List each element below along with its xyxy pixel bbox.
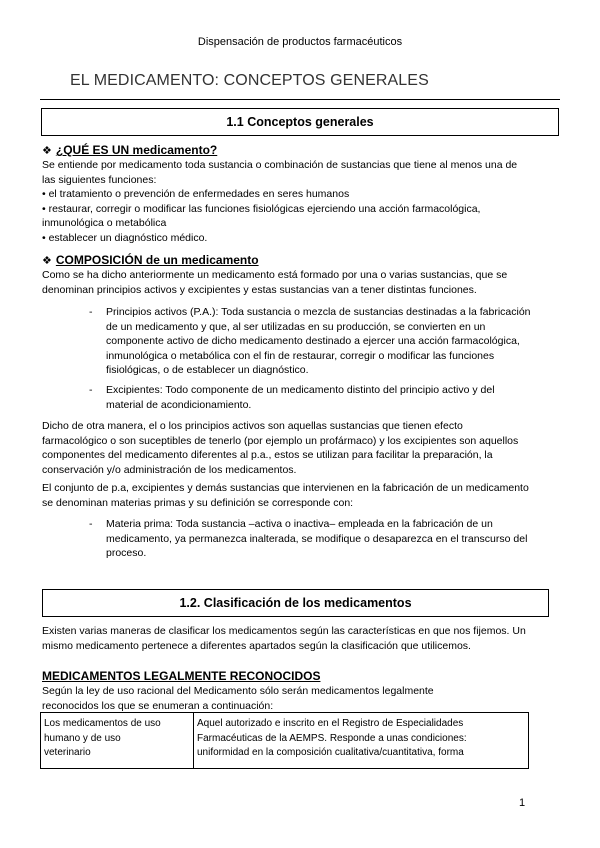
section-2-intro [42,624,526,653]
q1-bullet: • el tratamiento o prevención de enfermedades en seres humanos [42,188,350,200]
q2-intro-line: denominan principios activos y excipientes y estas sustancias van a tener distintas funciones. [42,283,477,296]
paragraph-line: farmacológico o son suceptibles de tenerlo (por ejemplo un profármaco) y los excipientes son aquellos [42,434,519,447]
q1-bullet: inmunológica o metabólica [42,217,167,229]
cell-line: humano y de uso [44,732,121,744]
section-2-heading: 1.2. Clasificación de los medicamentos [42,589,549,617]
legal-intro [42,684,434,713]
cell-line: veterinario [44,747,91,758]
diamond-bullet-icon: ❖ [42,145,52,157]
cell-line: Farmacéuticas de la AEMPS. Responde a unas condiciones: [197,732,467,744]
section-1-heading: 1.1 Conceptos generales [41,108,559,136]
paragraph-line: mismo medicamento pertenece a diferentes apartados según la clasificación que utilicemos. [42,639,471,652]
paragraph-line: conservación y/o administración de los medicamentos. [42,463,297,476]
q1-intro-line: las siguientes funciones: [42,173,157,186]
cell-line: Aquel autorizado e inscrito en el Registro de Especialidades [197,718,464,729]
dash-marker: - [89,306,93,318]
document-title: EL MEDICAMENTO: CONCEPTOS GENERALES [70,72,429,89]
list-item-line: inmunológica o metabólica con el fin de restaurar, corregir o modificar las funciones [106,349,495,362]
list-item-line: componente activo de dicho medicamento destinado a ejercer una acción farmacológica, [106,335,520,347]
q1-text [42,158,517,245]
dash-marker: - [89,384,93,396]
paragraph-line: Según la ley de uso racional del Medicamento sólo serán medicamentos legalmente [42,685,434,697]
table-cell-type [41,713,194,769]
legal-medicines-table [40,712,529,769]
list-item-excipientes [89,383,495,412]
q1-heading [42,143,217,157]
q2-intro-line: Como se ha dicho anteriormente un medicamento está formado por una o varias sustancias, que se [42,269,508,281]
paragraph-line: Dicho de otra manera, el o los principios activos son aquellas sustancias que tienen efecto [42,420,463,432]
q2-heading [42,253,259,267]
list-item-line: proceso. [106,547,147,559]
diamond-bullet-icon: ❖ [42,255,52,267]
page-number: 1 [519,797,526,809]
q1-bullet: • establecer un diagnóstico médico. [42,231,208,244]
q2-paragraph-2 [42,419,518,477]
q1-intro-line: Se entiende por medicamento toda sustancia o combinación de sustancias que tiene al menos una de [42,159,518,171]
paragraph-line: reconocidos los que se enumeran a continuación: [42,699,274,712]
title-rule [40,99,560,100]
list-item-line: Materia prima: Toda sustancia –activa o inactiva– empleada en la fabricación de un [106,518,493,530]
table-cell-description [194,713,529,769]
legal-heading: MEDICAMENTOS LEGALMENTE RECONOCIDOS [42,669,321,683]
list-item-line: medicamento, ya permanezca inalterada, se modifique o desaparezca en el transcurso del [106,532,528,545]
dash-marker: - [89,518,93,530]
paragraph-line: Existen varias maneras de clasificar los medicamentos según las características en que nos fijemos. Un [42,625,526,637]
paragraph-line: se denominan materias primas y su definición se corresponde con: [42,496,354,509]
q2-paragraph-3 [42,481,529,510]
paragraph-line: El conjunto de p.a, excipientes y demás sustancias que intervienen en la fabricación de un medicamento [42,482,529,494]
list-item-line: Excipientes: Todo componente de un medicamento distinto del principio activo y del [106,384,495,396]
list-item-line: fisiológicas, o de establecer un diagnóstico. [106,364,309,376]
table-row [41,713,529,769]
list-item-principios-activos [89,305,531,378]
paragraph-line: componentes del medicamento diferentes al p.a., estos se utilizan para facilitar la preparación, la [42,449,493,461]
q1-heading-text: ¿QUÉ ES UN medicamento? [55,143,218,157]
q1-bullet: • restaurar, corregir o modificar las funciones fisiológicas ejerciendo una acción farmacológica, [42,202,481,215]
list-item-line: Principios activos (P.A.): Toda sustancia o mezcla de sustancias destinadas a la fabricación [106,306,531,318]
cell-line: uniformidad en la composición cualitativa/cuantitativa, forma [197,747,464,758]
cell-line: Los medicamentos de uso [44,718,161,729]
list-item-line: de un medicamento y que, al ser utilizadas en su producción, se convierten en un [106,320,486,333]
list-item-line: material de acondicionamiento. [106,398,252,411]
list-item-materia-prima [89,517,528,561]
q2-heading-text: COMPOSICIÓN de un medicamento [55,253,259,267]
page-header: Dispensación de productos farmacéuticos [197,36,403,48]
q2-intro [42,268,507,297]
